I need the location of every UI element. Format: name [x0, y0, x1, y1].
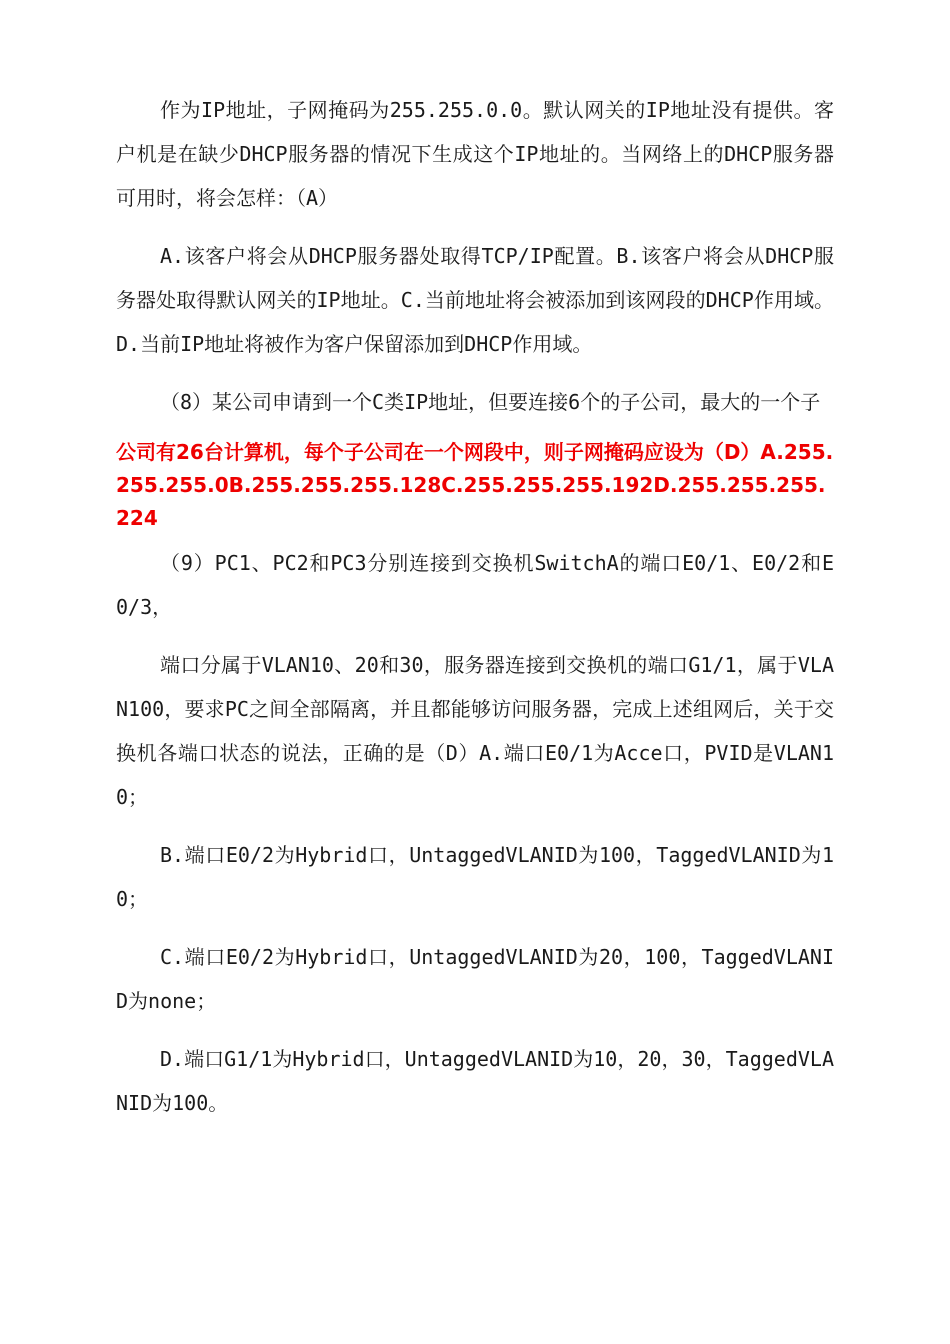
spacer [116, 220, 834, 234]
paragraph-question-9-body: 端口分属于VLAN10、20和30，服务器连接到交换机的端口G1/1，属于VLAN100，要求PC之间全部隔离，并且都能够访问服务器，完成上述组网后，关于交换机各端口状态的说法，正确的是（D）A.端口E0/1为Acce口，PVID是VLAN10； [116, 653, 834, 809]
paragraph-dhcp-question: 作为IP地址，子网掩码为255.255.0.0。默认网关的IP地址没有提供。客户机是在缺少DHCP服务器的情况下生成这个IP地址的。当网络上的DHCP服务器可用时，将会怎样：（A） [116, 98, 834, 210]
spacer [116, 629, 834, 643]
spacer [116, 1023, 834, 1037]
paragraph-option-c: C.端口E0/2为Hybrid口，UntaggedVLANID为20，100，TaggedVLANID为none； [116, 945, 834, 1013]
paragraph-dhcp-options: A.该客户将会从DHCP服务器处取得TCP/IP配置。B.该客户将会从DHCP服务器处取得默认网关的IP地址。C.当前地址将会被添加到该网段的DHCP作用域。D.当前IP地址将被作为客户保留添加到DHCP作用域。 [116, 244, 834, 356]
paragraph-question-8: （8）某公司申请到一个C类IP地址，但要连接6个的子公司，最大的一个子 [160, 390, 821, 414]
paragraph-option-d: D.端口G1/1为Hybrid口，UntaggedVLANID为10，20，30，TaggedVLANID为100。 [116, 1047, 834, 1115]
spacer [116, 921, 834, 935]
spacer [116, 366, 834, 380]
paragraph-option-b: B.端口E0/2为Hybrid口，UntaggedVLANID为100，TaggedVLANID为10； [116, 843, 834, 911]
spacer [116, 424, 834, 436]
document-page [116, 88, 834, 1125]
highlighted-answer-8: 公司有26台计算机，每个子公司在一个网段中，则子网掩码应设为（D）A.255.255.255.0B.255.255.255.128C.255.255.255.192D.255.255.255.224 [116, 440, 834, 530]
spacer [116, 819, 834, 833]
paragraph-question-9: （9）PC1、PC2和PC3分别连接到交换机SwitchA的端口E0/1、E0/2和E0/3， [116, 551, 834, 619]
